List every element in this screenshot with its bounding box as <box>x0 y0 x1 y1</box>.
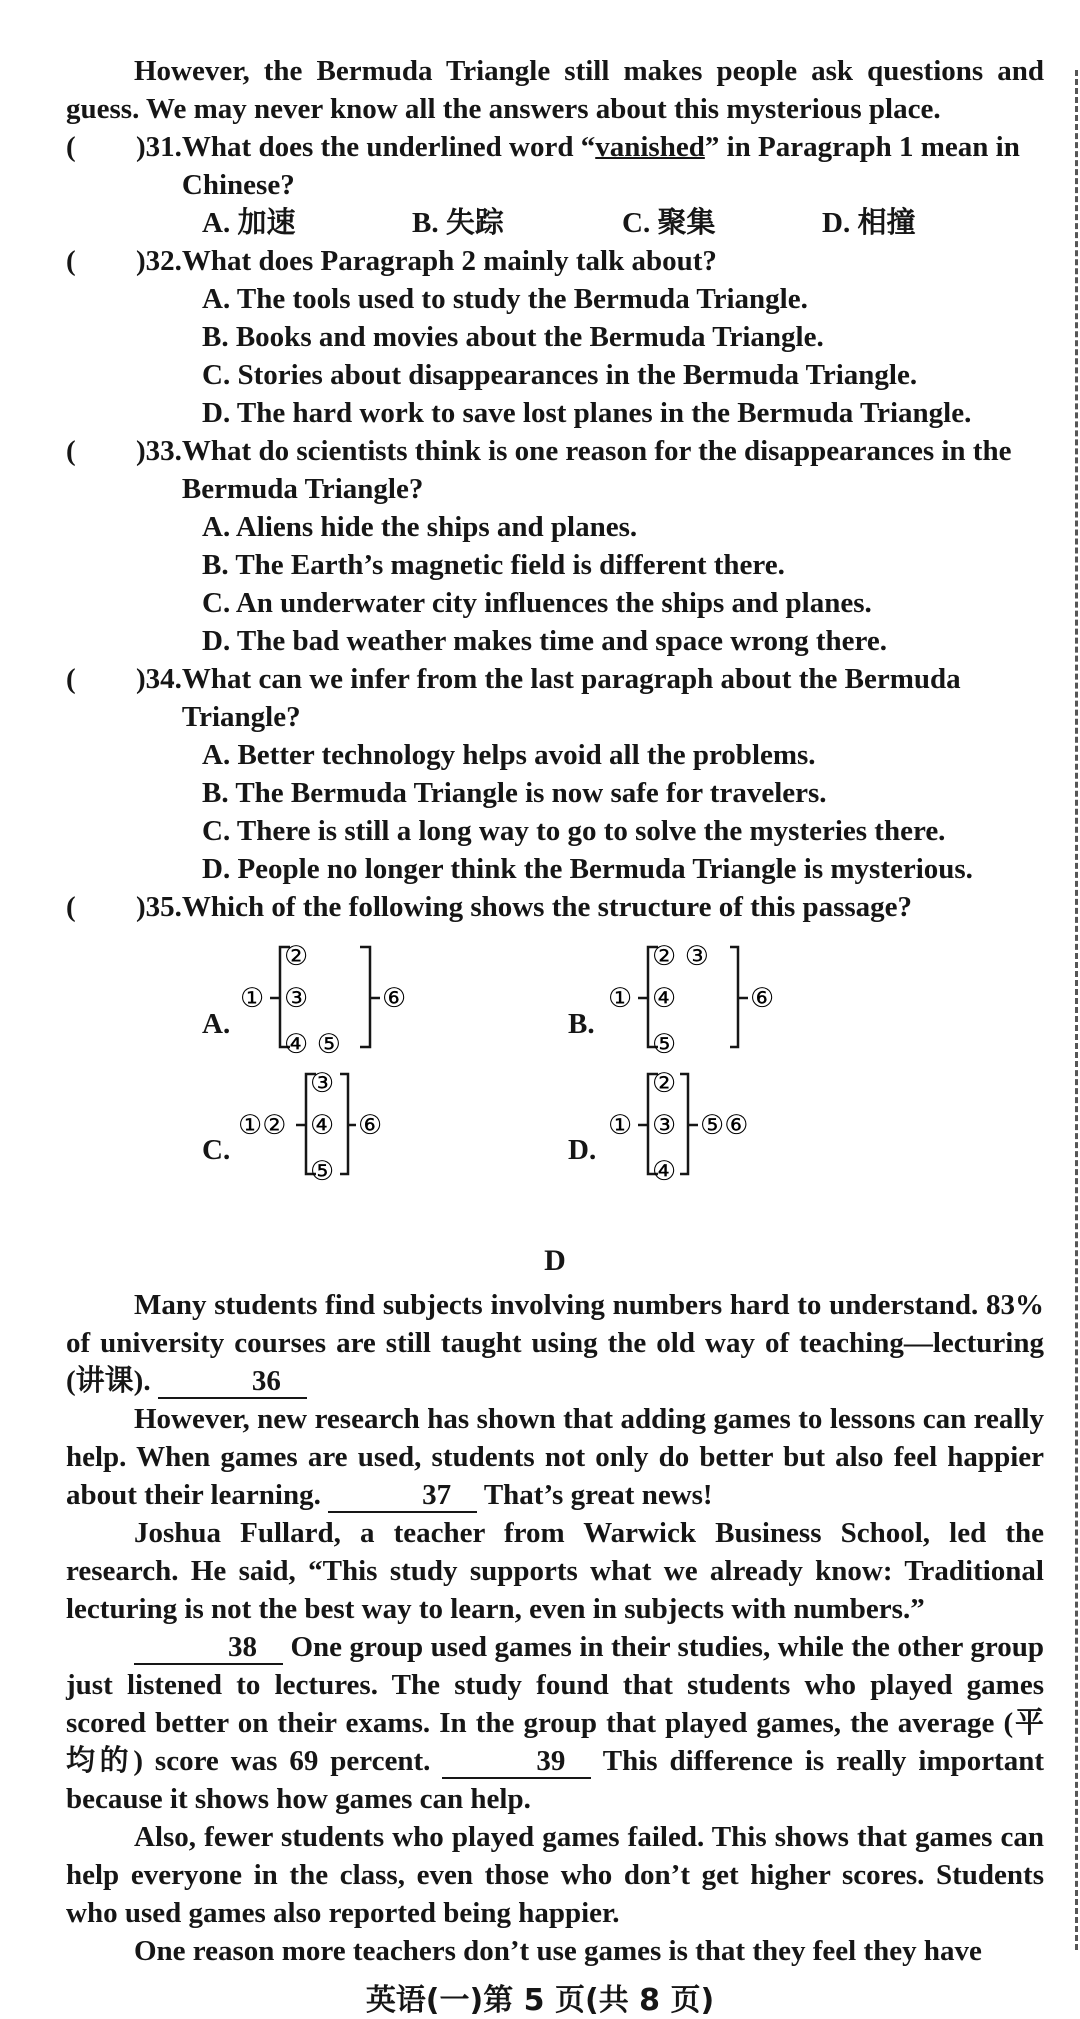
passage-paragraph-6: One reason more teachers don’t use games is that they feel they have <box>134 1935 982 1967</box>
question-number: 35. <box>145 891 182 923</box>
section-heading: D <box>544 1244 566 1277</box>
node-right: ⑤⑥ <box>700 1110 749 1141</box>
node-right: ⑥ <box>358 1110 383 1141</box>
diagram-a-label[interactable]: A. <box>202 1008 231 1040</box>
passage-text: Many students find subjects involving numbers hard to understand. 83% of university courses are still taught using the old way of teaching—lecturing (讲课). <box>66 1289 1044 1397</box>
question-number: 32. <box>145 245 182 277</box>
option-c[interactable]: C. An underwater city influences the ships and planes. <box>202 587 872 619</box>
question-text <box>182 128 1044 204</box>
node-mid: ③ <box>652 1110 677 1141</box>
passage-paragraph-5: Also, fewer students who played games failed. This shows that games can help everyone in the class, even those who don’t get higher scores. Students who used games also reported being happier. <box>66 1821 1044 1929</box>
node-top: ② ③ <box>652 941 709 972</box>
node-bottom: ④ <box>652 1156 677 1187</box>
option-d[interactable]: D. People no longer think the Bermuda Triangle is mysterious. <box>202 853 973 885</box>
node-left: ① <box>608 1110 633 1141</box>
node-top: ② <box>284 941 309 972</box>
paren-close: ) <box>136 663 146 695</box>
option-c[interactable]: C. There is still a long way to go to solve the mysteries there. <box>202 815 946 847</box>
option-d[interactable]: D. The hard work to save lost planes in the Bermuda Triangle. <box>202 397 972 429</box>
node-mid: ③ <box>284 983 309 1014</box>
paren-close: ) <box>136 435 146 467</box>
page-footer: 英语(一)第 5 页(共 8 页) <box>365 1983 715 2018</box>
passage-paragraph-3: Joshua Fullard, a teacher from Warwick Business School, led the research. He said, “This study supports what we already know: Traditional lecturing is not the best way to learn, even in subjects with numbers.” <box>66 1517 1044 1625</box>
passage-paragraph-4 <box>66 1628 1044 1818</box>
node-right: ⑥ <box>382 983 407 1014</box>
intro-paragraph: However, the Bermuda Triangle still makes people ask questions and guess. We may never know all the answers about this mysterious place. <box>66 55 1044 125</box>
option-b[interactable]: B. The Earth’s magnetic field is different there. <box>202 549 785 581</box>
question-text-part: ” in Paragraph 1 mean in Chinese? <box>181 131 1020 201</box>
dashed-margin-line <box>1075 70 1078 1950</box>
node-left: ① <box>608 983 633 1014</box>
node-left: ① <box>240 983 265 1014</box>
passage-text: However, new research has shown that adding games to lessons can really help. When games are used, students not only do better but also feel happier about their learning. <box>66 1403 1044 1511</box>
diagram-a <box>236 935 426 1061</box>
diagram-d <box>604 1062 804 1188</box>
blank-38[interactable]: 38 <box>134 1631 283 1665</box>
blank-36[interactable]: 36 <box>158 1365 307 1399</box>
passage-paragraph-2 <box>66 1400 1044 1514</box>
answer-paren-32[interactable]: ( <box>66 245 76 277</box>
answer-paren-33[interactable]: ( <box>66 435 76 467</box>
node-mid: ④ <box>652 983 677 1014</box>
underlined-word: vanished <box>595 131 705 163</box>
option-a[interactable]: A. Better technology helps avoid all the problems. <box>202 739 816 771</box>
paren-close: ) <box>136 891 146 923</box>
question-text-part: What does the underlined word “ <box>181 131 596 163</box>
diagram-c-label[interactable]: C. <box>202 1134 231 1166</box>
option-a[interactable]: A. Aliens hide the ships and planes. <box>202 511 638 543</box>
question-32 <box>66 242 1044 432</box>
answer-paren-31[interactable]: ( <box>66 131 76 163</box>
answer-paren-35[interactable]: ( <box>66 891 76 923</box>
option-b[interactable]: B. The Bermuda Triangle is now safe for travelers. <box>202 777 827 809</box>
diagram-b <box>604 935 794 1061</box>
paren-close: ) <box>136 131 146 163</box>
question-number: 31. <box>145 131 182 163</box>
passage-text: This difference is really important because it shows how games can help. <box>66 1745 1045 1815</box>
option-c[interactable]: C. 聚集 <box>622 207 716 239</box>
diagram-b-label[interactable]: B. <box>568 1008 595 1040</box>
question-34 <box>66 660 1044 888</box>
option-b[interactable]: B. Books and movies about the Bermuda Triangle. <box>202 321 824 353</box>
question-number: 33. <box>145 435 182 467</box>
passage-paragraph-1 <box>66 1286 1044 1400</box>
option-a[interactable]: A. The tools used to study the Bermuda Triangle. <box>202 283 808 315</box>
option-c[interactable]: C. Stories about disappearances in the Bermuda Triangle. <box>202 359 918 391</box>
diagram-spacer <box>66 926 1044 1232</box>
question-35 <box>66 888 1044 926</box>
question-31 <box>66 128 1044 242</box>
question-33 <box>66 432 1044 660</box>
blank-39[interactable]: 39 <box>442 1745 591 1779</box>
question-text: What do scientists think is one reason for the disappearances in the Bermuda Triangle? <box>181 435 1012 505</box>
option-d[interactable]: D. The bad weather makes time and space wrong there. <box>202 625 887 657</box>
node-mid: ④ <box>310 1110 335 1141</box>
question-text: Which of the following shows the structure of this passage? <box>181 891 913 923</box>
answer-paren-34[interactable]: ( <box>66 663 76 695</box>
option-a[interactable]: A. 加速 <box>202 207 296 239</box>
passage-text: One group used games in their studies, while the other group just listened to lectures. The study found that students who played games scored better on their exams. In the group that played games, the average (平均的) score was 69 percent. <box>66 1631 1044 1777</box>
node-top: ③ <box>310 1068 335 1099</box>
option-b[interactable]: B. 失踪 <box>412 207 504 239</box>
blank-37[interactable]: 37 <box>328 1479 477 1513</box>
diagram-c <box>236 1062 426 1188</box>
question-number: 34. <box>145 663 182 695</box>
passage-text: That’s great news! <box>477 1479 713 1511</box>
node-left: ①② <box>238 1110 287 1141</box>
node-bottom: ⑤ <box>310 1156 335 1187</box>
question-text: What can we infer from the last paragraph about the Bermuda Triangle? <box>181 663 961 733</box>
node-bottom: ⑤ <box>652 1029 677 1060</box>
node-right: ⑥ <box>750 983 775 1014</box>
option-d[interactable]: D. 相撞 <box>822 207 916 239</box>
node-bottom: ④ ⑤ <box>284 1029 341 1060</box>
paren-close: ) <box>136 245 146 277</box>
node-top: ② <box>652 1068 677 1099</box>
question-text: What does Paragraph 2 mainly talk about? <box>181 245 717 277</box>
diagram-d-label[interactable]: D. <box>568 1134 597 1166</box>
